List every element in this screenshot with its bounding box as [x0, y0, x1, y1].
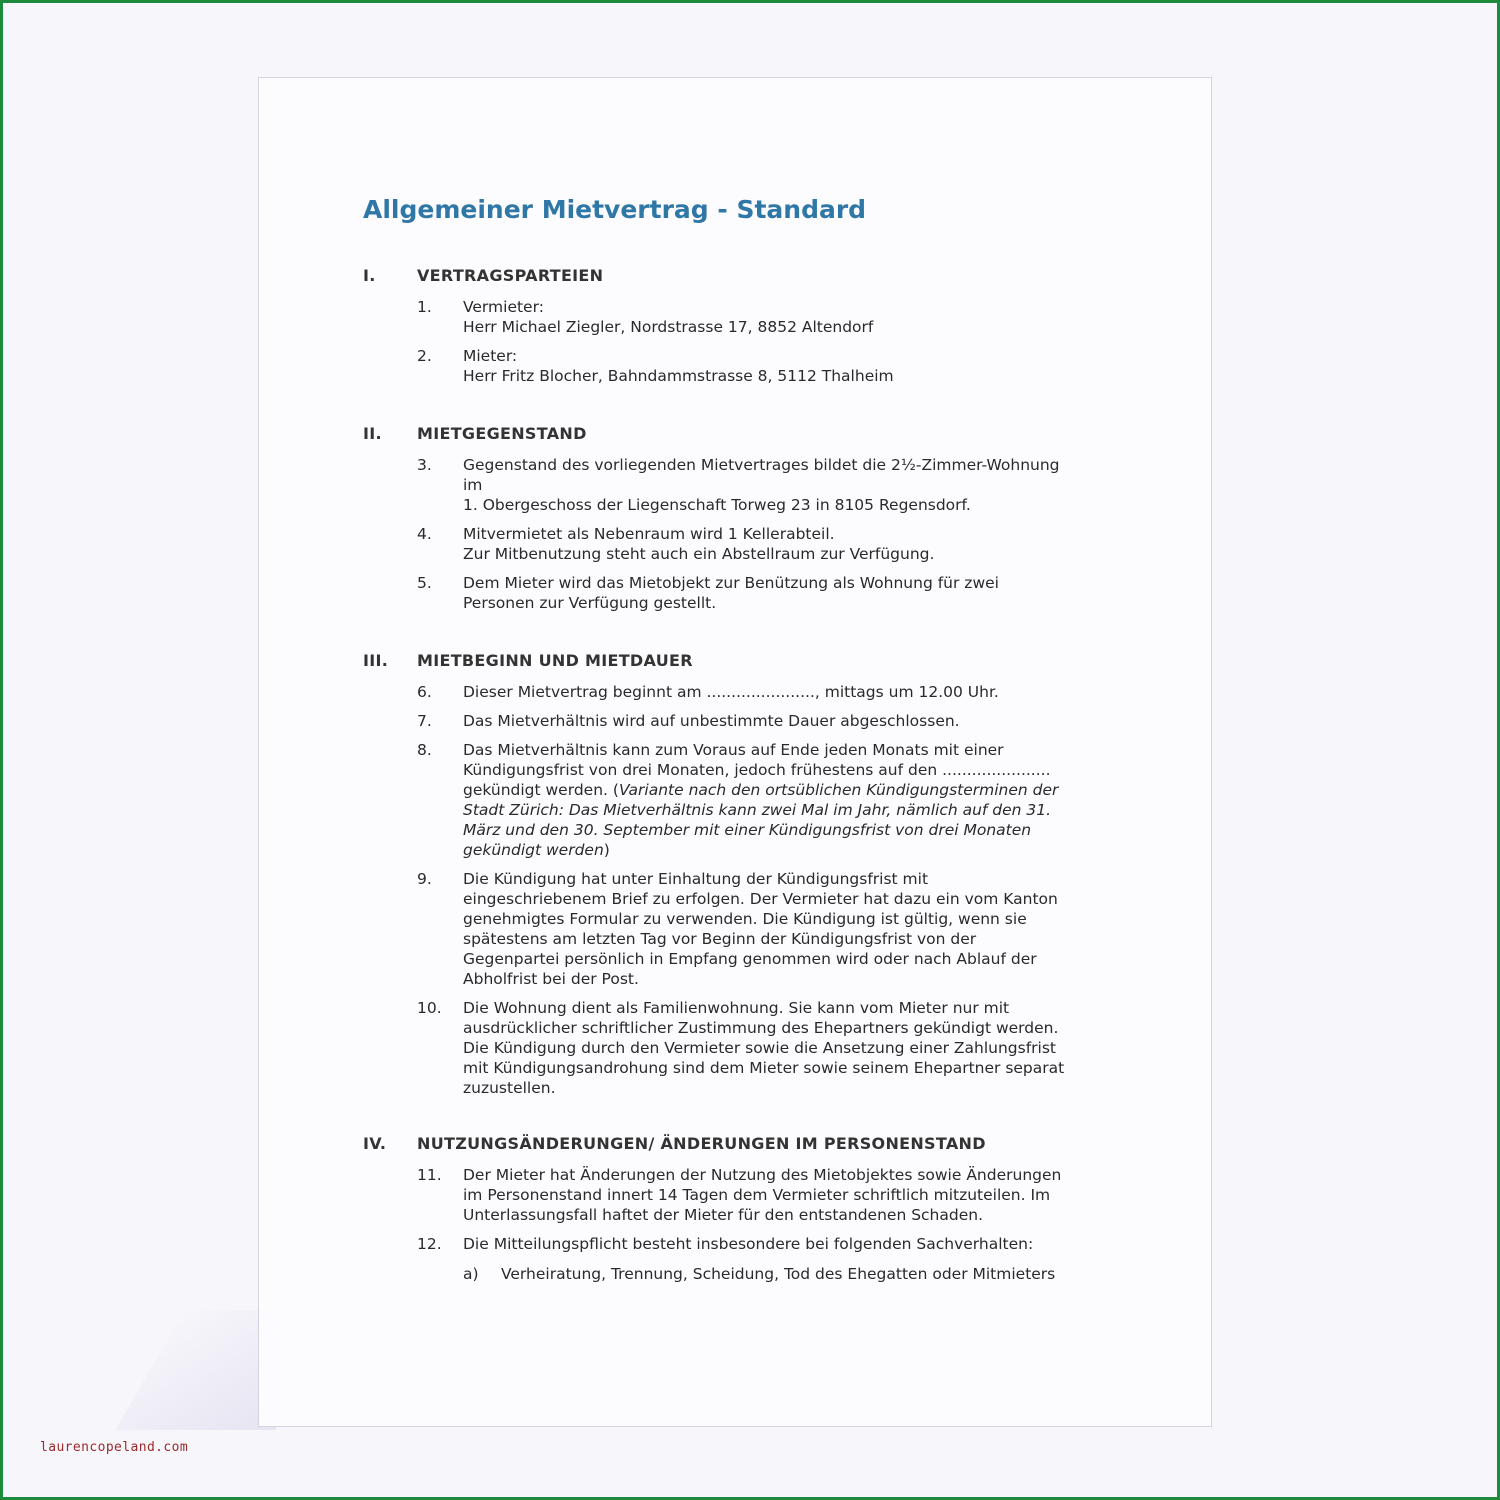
section-vertragsparteien: [363, 266, 1103, 386]
item-line: [463, 840, 1103, 860]
list-item: [363, 297, 1103, 337]
section-heading: [363, 266, 1103, 288]
item-number: 4.: [417, 525, 432, 543]
section-heading: [363, 424, 1103, 446]
italic-text: gekündigt werden: [463, 841, 604, 859]
item-line: Mitvermietet als Nebenraum wird 1 Kellerabteil.: [463, 525, 835, 543]
item-line: Vermieter:: [463, 298, 544, 316]
item-line: [463, 780, 1103, 800]
item-line: Gegenstand des vorliegenden Mietvertrages bildet die 2½-Zimmer-Wohnung: [463, 456, 1060, 474]
item-line: Die Kündigung hat unter Einhaltung der Kündigungsfrist mit: [463, 870, 929, 888]
item-line-italic: März und den 30. September mit einer Kündigungsfrist von drei Monaten: [463, 821, 1032, 839]
list-item: [363, 455, 1103, 515]
section-number: III.: [363, 651, 389, 670]
item-line: Die Kündigung durch den Vermieter sowie die Ansetzung einer Zahlungsfrist: [463, 1039, 1057, 1057]
item-line: ausdrücklicher schriftlicher Zustimmung des Ehepartners gekündigt werden.: [463, 1019, 1059, 1037]
plain-text: gekündigt werden. (: [463, 781, 619, 799]
sub-item: [363, 1264, 1103, 1284]
list-item: [363, 1165, 1103, 1225]
list-item: [363, 524, 1103, 564]
item-number: 8.: [417, 741, 432, 759]
item-number: 7.: [417, 712, 432, 730]
list-item: [363, 682, 1103, 702]
item-line: Das Mietverhältnis wird auf unbestimmte Dauer abgeschlossen.: [463, 712, 960, 730]
section-title: MIETGEGENSTAND: [417, 424, 587, 443]
list-item: [363, 1234, 1103, 1254]
section-mietgegenstand: [363, 424, 1103, 613]
section-heading: [363, 1134, 1103, 1156]
list-item: [363, 711, 1103, 731]
item-number: 3.: [417, 456, 432, 474]
item-number: 10.: [417, 999, 442, 1017]
item-number: 1.: [417, 298, 432, 316]
item-line: Herr Fritz Blocher, Bahndammstrasse 8, 5112 Thalheim: [463, 367, 894, 385]
item-line: zuzustellen.: [463, 1079, 556, 1097]
list-item: [363, 869, 1103, 989]
item-line: Abholfrist bei der Post.: [463, 970, 639, 988]
item-line: Die Wohnung dient als Familienwohnung. Sie kann vom Mieter nur mit: [463, 999, 1010, 1017]
item-line: Gegenpartei persönlich in Empfang genommen wird oder nach Ablauf der: [463, 950, 1037, 968]
item-number: 5.: [417, 574, 432, 592]
section-nutzungsaenderungen: [363, 1134, 1103, 1284]
list-item: [363, 573, 1103, 613]
item-line: Das Mietverhältnis kann zum Voraus auf Ende jeden Monats mit einer: [463, 741, 1004, 759]
list-item: [363, 998, 1103, 1098]
item-line: Mieter:: [463, 347, 518, 365]
document-title: Allgemeiner Mietvertrag - Standard: [363, 195, 867, 224]
item-number: 12.: [417, 1235, 442, 1253]
list-item: [363, 346, 1103, 386]
item-line: Personen zur Verfügung gestellt.: [463, 594, 717, 612]
item-line-italic: Stadt Zürich: Das Mietverhältnis kann zwei Mal im Jahr, nämlich auf den 31.: [463, 801, 1052, 819]
section-heading: [363, 651, 1103, 673]
item-line: genehmigtes Formular zu verwenden. Die Kündigung ist gültig, wenn sie: [463, 910, 1027, 928]
section-title: MIETBEGINN UND MIETDAUER: [417, 651, 693, 670]
item-line: Zur Mitbenutzung steht auch ein Abstellraum zur Verfügung.: [463, 545, 935, 563]
section-title: VERTRAGSPARTEIEN: [417, 266, 604, 285]
item-line: 1. Obergeschoss der Liegenschaft Torweg 23 in 8105 Regensdorf.: [463, 496, 971, 514]
document-page: [258, 77, 1212, 1427]
item-line: mit Kündigungsandrohung sind dem Mieter sowie seinem Ehepartner separat: [463, 1059, 1065, 1077]
italic-text: Variante nach den ortsüblichen Kündigungsterminen der: [618, 781, 1059, 799]
item-line: Herr Michael Ziegler, Nordstrasse 17, 8852 Altendorf: [463, 318, 874, 336]
section-mietbeginn: [363, 651, 1103, 1098]
item-line: Die Mitteilungspflicht besteht insbesondere bei folgenden Sachverhalten:: [463, 1235, 1034, 1253]
item-number: 2.: [417, 347, 432, 365]
sub-item-text: Verheiratung, Trennung, Scheidung, Tod des Ehegatten oder Mitmieters: [501, 1265, 1056, 1283]
watermark: laurencopeland.com: [40, 1440, 189, 1455]
section-number: I.: [363, 266, 376, 285]
item-line: spätestens am letzten Tag vor Beginn der Kündigungsfrist von der: [463, 930, 977, 948]
sub-item-label: a): [463, 1265, 479, 1283]
item-number: 9.: [417, 870, 432, 888]
item-line: Dem Mieter wird das Mietobjekt zur Benützung als Wohnung für zwei: [463, 574, 999, 592]
item-line: Der Mieter hat Änderungen der Nutzung des Mietobjektes sowie Änderungen: [463, 1166, 1062, 1184]
item-line: im: [463, 476, 483, 494]
list-item: [363, 740, 1103, 860]
item-line: eingeschriebenem Brief zu erfolgen. Der Vermieter hat dazu ein vom Kanton: [463, 890, 1058, 908]
section-number: II.: [363, 424, 382, 443]
item-line: Unterlassungsfall haftet der Mieter für den entstandenen Schaden.: [463, 1206, 984, 1224]
item-line: Kündigungsfrist von drei Monaten, jedoch frühestens auf den ......................: [463, 761, 1051, 779]
section-title: NUTZUNGSÄNDERUNGEN/ ÄNDERUNGEN IM PERSONENSTAND: [417, 1134, 986, 1153]
plain-text: ): [603, 841, 610, 859]
item-line: im Personenstand innert 14 Tagen dem Vermieter schriftlich mitzuteilen. Im: [463, 1186, 1051, 1204]
item-line: Dieser Mietvertrag beginnt am ......................, mittags um 12.00 Uhr.: [463, 683, 999, 701]
section-number: IV.: [363, 1134, 387, 1153]
item-number: 6.: [417, 683, 432, 701]
item-number: 11.: [417, 1166, 442, 1184]
